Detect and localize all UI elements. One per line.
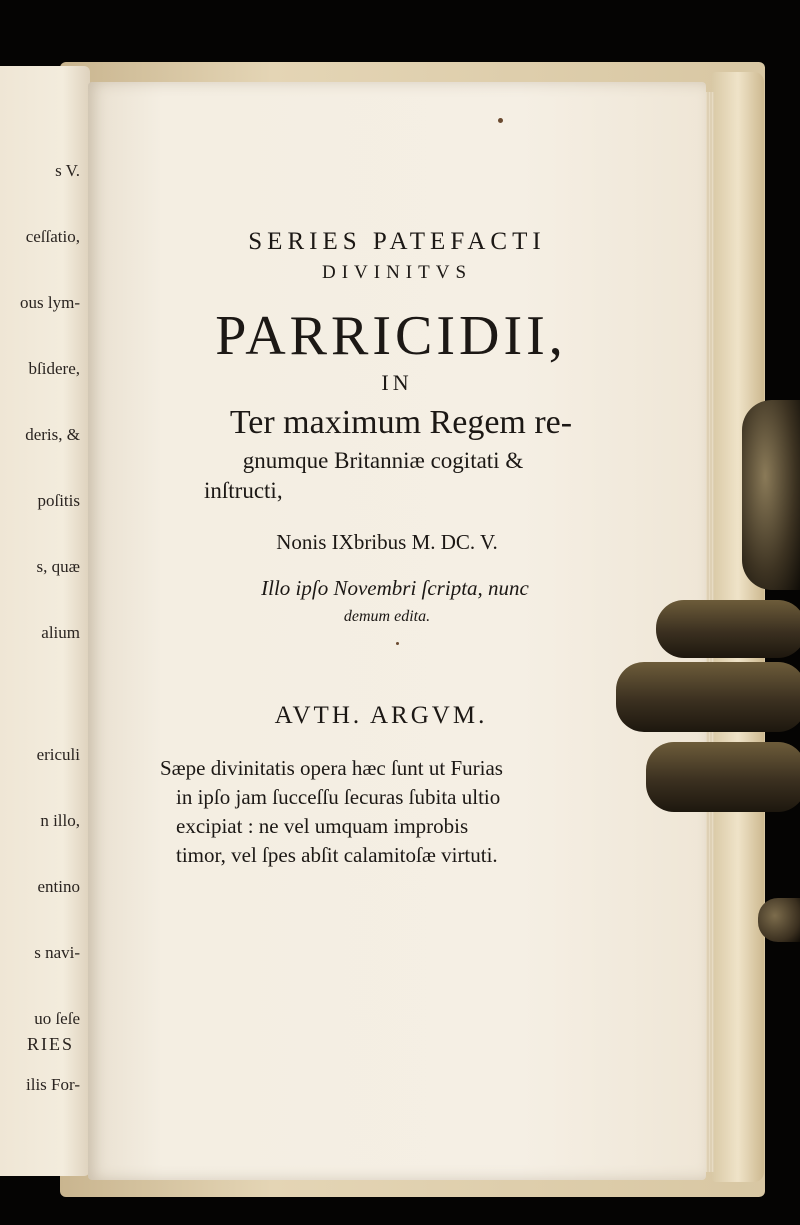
left-line: alium (41, 623, 80, 642)
title-line-parricidii: PARRICIDII, (215, 305, 567, 367)
left-line: s V. (55, 161, 80, 180)
metal-page-clip (616, 592, 800, 828)
title-line-divinitus: DIVINITVS (321, 262, 473, 283)
left-line: ceſſatio, (25, 227, 80, 246)
ink-speck (498, 118, 503, 123)
clip-arm (646, 742, 800, 812)
argument-paragraph (160, 754, 630, 870)
left-line: entino (37, 877, 80, 896)
left-line: uo ſeſe (34, 1009, 80, 1028)
title-line-ter: Ter maximum Regem re- (229, 404, 573, 441)
title-line-demum: demum edita. (343, 608, 431, 625)
clip-ornament-bottom (758, 898, 800, 942)
left-line: deris, & (25, 425, 80, 444)
clip-ornament-top (742, 400, 800, 590)
left-line: s navi- (34, 943, 80, 962)
argument-line: Sæpe divinitatis opera hæc ſunt ut Furias (160, 756, 503, 780)
argument-line: timor, vel ſpes abſit calamitoſæ virtuti. (176, 843, 498, 867)
title-line-in: IN (381, 370, 413, 395)
clip-arm (616, 662, 800, 732)
left-line: ous lym- (20, 293, 80, 312)
left-line: bſidere, (28, 359, 80, 378)
left-page-text (20, 116, 80, 1140)
argument-heading: AVTH. ARGVM. (274, 702, 488, 729)
catchword: RIES (26, 1034, 74, 1054)
left-page (0, 66, 90, 1176)
argument-line: excipiat : ne vel umquam improbis (176, 814, 469, 838)
title-line-instructi: inſtructi, (204, 478, 283, 503)
title-page-text (88, 82, 706, 1180)
argument-line: in ipſo jam ſucceſſu ſecuras ſubita ultio (176, 785, 501, 809)
title-line-illo: Illo ipſo Novembri ſcripta, nunc (261, 576, 529, 600)
title-page (88, 82, 706, 1180)
title-line-series: SERIES PATEFACTI (248, 228, 546, 255)
left-line-gap (20, 688, 80, 700)
left-line: poſitis (37, 491, 80, 510)
left-line: s, quæ (36, 557, 80, 576)
title-line-date: Nonis IXbribus M. DC. V. (276, 530, 498, 554)
left-line: ilis For- (26, 1075, 80, 1094)
title-line-gnumque: gnumque Britanniæ cogitati & (242, 448, 524, 473)
left-line: ericuli (36, 745, 80, 764)
clip-arm (656, 600, 800, 658)
ink-speck (396, 642, 399, 645)
left-line: n illo, (40, 811, 80, 830)
